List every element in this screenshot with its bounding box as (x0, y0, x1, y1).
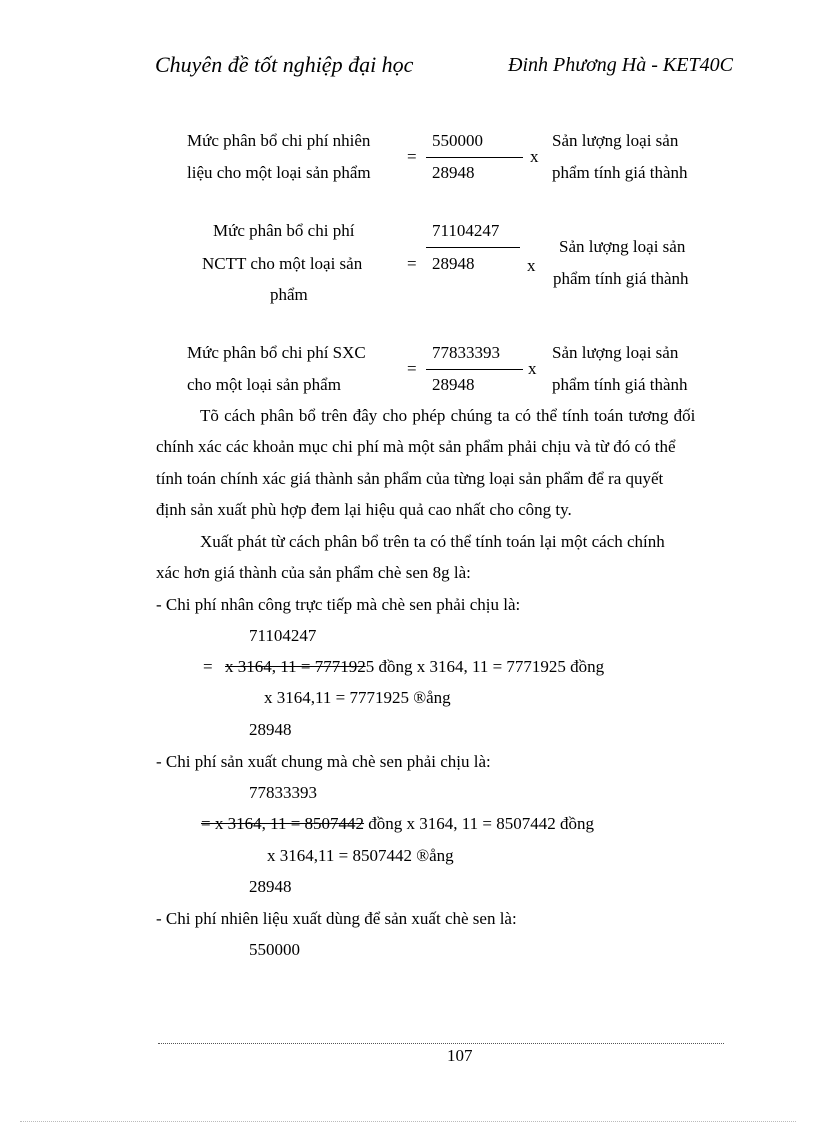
numerator: 550000 (249, 940, 300, 959)
calc-expression (201, 814, 594, 834)
denominator: 28948 (432, 375, 475, 394)
equals-sign: = (407, 359, 417, 378)
times-sign: x (528, 359, 537, 378)
paragraph-line: Xuất phát từ cách phân bổ trên ta có thể tính toán lại một cách chính (200, 532, 665, 551)
paragraph-line: tính toán chính xác giá thành sản phẩm của từng loại sản phẩm để ra quyết (156, 469, 664, 488)
calc-text: 5 đồng x 3164, 11 = 7771925 đồng (365, 657, 605, 676)
formula-label: phẩm (270, 285, 308, 304)
formula-result: phẩm tính giá thành (552, 375, 688, 394)
denominator: 28948 (432, 163, 475, 182)
header-title: Chuyên đề tốt nghiệp đại học (155, 52, 414, 77)
calc-expression (225, 657, 604, 677)
denominator: 28948 (432, 254, 475, 273)
calc-title: - Chi phí nhân công trực tiếp mà chè sen phải chịu là: (156, 595, 521, 614)
times-sign: x (527, 256, 536, 275)
formula-label: Mức phân bổ chi phí SXC (187, 343, 366, 362)
footer-rule (158, 1043, 724, 1044)
formula-result: Sản lượng loại sản (552, 343, 679, 362)
formula-label: Mức phân bổ chi phí nhiên (187, 131, 371, 150)
numerator: 77833393 (432, 343, 500, 362)
formula-label: Mức phân bổ chi phí (213, 221, 355, 240)
equals-sign: = (407, 147, 417, 166)
formula-result: Sản lượng loại sản (559, 237, 686, 256)
fraction-bar (426, 247, 520, 248)
calc-title: - Chi phí sản xuất chung mà chè sen phải chịu là: (156, 752, 491, 771)
equals-sign: = (407, 254, 417, 273)
paragraph-line: chính xác các khoản mục chi phí mà một sản phẩm phải chịu và từ đó có thể (156, 437, 676, 456)
fraction-bar (426, 369, 523, 370)
denominator: 28948 (249, 720, 292, 739)
numerator: 77833393 (249, 783, 317, 802)
formula-result: Sản lượng loại sản (552, 131, 679, 150)
numerator: 550000 (432, 131, 483, 150)
calc-expression: x 3164,11 = 8507442 ®ång (267, 846, 454, 865)
formula-label: liệu cho một loại sản phẩm (187, 163, 371, 182)
struck-text: x 3164, 11 = 777192 (225, 657, 366, 676)
calc-title: - Chi phí nhiên liệu xuất dùng để sản xuất chè sen là: (156, 909, 517, 928)
paragraph-line: định sản xuất phù hợp đem lại hiệu quả cao nhất cho công ty. (156, 500, 572, 519)
formula-label: NCTT cho một loại sản (202, 254, 363, 273)
times-sign: x (530, 147, 539, 166)
struck-text: = x 3164, 11 = 8507442 (201, 814, 365, 833)
formula-result: phẩm tính giá thành (553, 269, 689, 288)
paragraph-line: xác hơn giá thành của sản phẩm chè sen 8g là: (156, 563, 471, 582)
formula-label: cho một loại sản phẩm (187, 375, 341, 394)
equals-sign: = (203, 657, 213, 676)
calc-text: đồng x 3164, 11 = 8507442 đồng (364, 814, 595, 833)
page-bottom-border (20, 1121, 796, 1122)
denominator: 28948 (249, 877, 292, 896)
numerator: 71104247 (432, 221, 500, 240)
calc-expression: x 3164,11 = 7771925 ®ång (264, 688, 451, 707)
header-author: Đinh Phương Hà - KET40C (508, 54, 733, 76)
formula-result: phẩm tính giá thành (552, 163, 688, 182)
numerator: 71104247 (249, 626, 317, 645)
page-number: 107 (447, 1046, 473, 1065)
fraction-bar (426, 157, 523, 158)
paragraph-line: Tõ cách phân bổ trên đây cho phép chúng ta có thể tính toán tương đối (200, 406, 696, 425)
